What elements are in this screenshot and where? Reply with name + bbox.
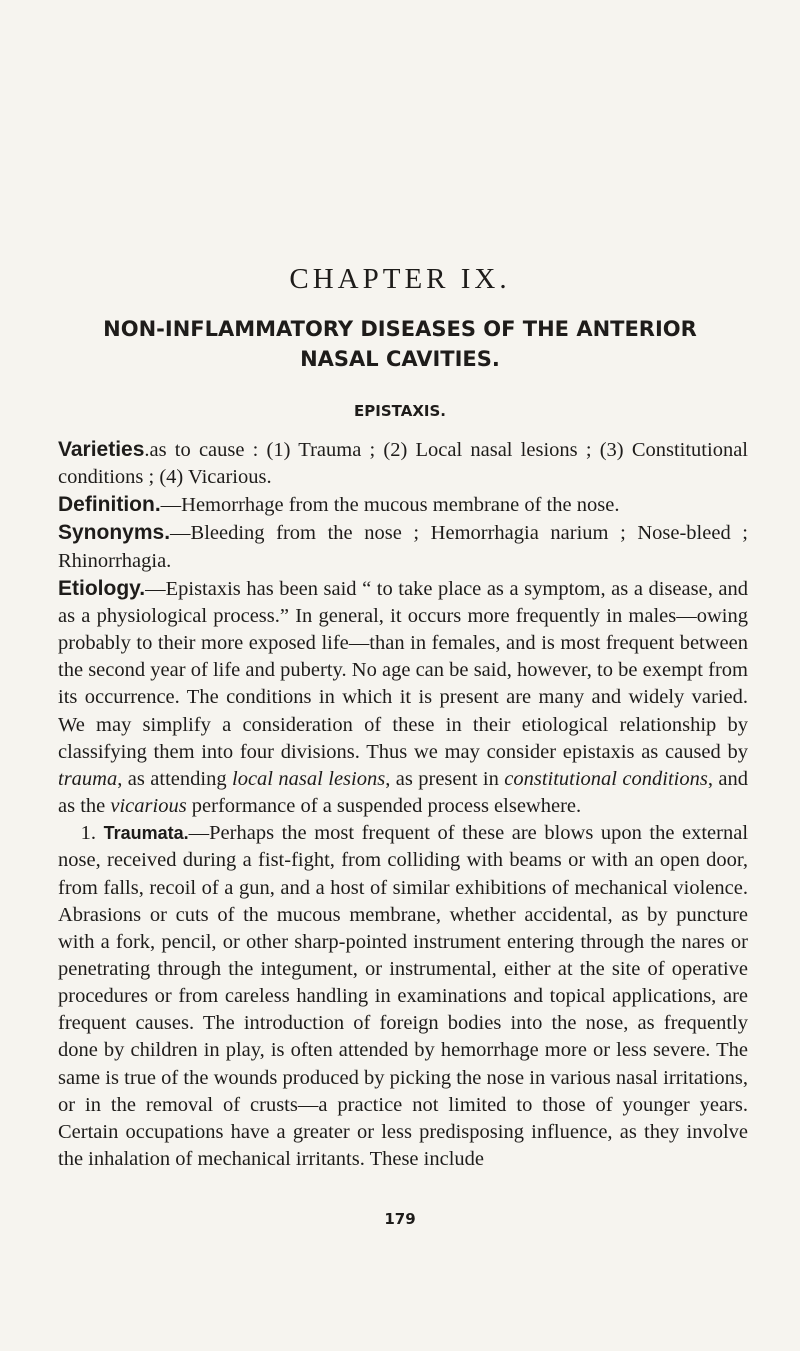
emphasis-trauma: trauma <box>58 767 118 790</box>
section-heading: EPISTAXIS. <box>354 402 446 420</box>
emphasis-constitutional-conditions: constitutional conditions <box>504 767 708 790</box>
paragraph-varieties <box>58 436 748 491</box>
text-varieties: .as to cause : (1) Trauma ; (2) Local nasal lesions ; (3) Constitutional conditions ; (4) Vicarious. <box>58 439 748 489</box>
emphasis-vicarious: vicarious <box>110 795 187 818</box>
heading-traumata: Traumata. <box>103 823 189 844</box>
text-etiology-5: performance of a suspended process elsewhere. <box>186 795 582 818</box>
heading-varieties: Varieties <box>58 438 145 461</box>
text-definition: —Hemorrhage from the mucous membrane of the nose. <box>160 494 620 517</box>
paragraph-synonyms <box>58 519 748 574</box>
chapter-title-line-1: NON-INFLAMMATORY DISEASES OF THE ANTERIOR <box>103 317 697 341</box>
text-synonyms: —Bleeding from the nose ; Hemorrhagia narium ; Nose-bleed ; Rhinorrhagia. <box>58 522 748 572</box>
heading-etiology: Etiology. <box>58 576 146 600</box>
text-traumata: —Perhaps the most frequent of these are blows upon the external nose, received during a fist-fight, from colliding with beams or with an open door, from falls, recoil of a gun, and a host of similar exhibitions of mechanical violence. Abrasions or cuts of the mucous membrane, whether accidental, as by puncture with a fork, pencil, or other sharp-pointed instrument entering through the nares or penetrating through the integument, or instrumental, either at the site of operative procedures or from careless handling in examinations and topical applications, are frequent causes. The introduction of foreign bodies into the nose, as frequently done by children in play, is often attended by hemorrhage more or less severe. The same is true of the wounds produced by picking the nose in various nasal irritations, or in the removal of crusts—a practice not limited to those of younger years. Certain occupations have a greater or less predisposing influence, as they involve the inhalation of mechanical irritants. These include <box>58 822 749 1171</box>
number-traumata: 1. <box>80 822 97 845</box>
text-etiology-1: —Epistaxis has been said “ to take place as a symptom, as a disease, and as a physiological process.” In general, it occurs more frequently in males—owing probably to their more exposed life—than in females, and is most frequent between the second year of life and puberty. No age can be said, however, to be exempt from its occurrence. The conditions in which it is present are many and widely varied. We may simplify a consideration of these in their etiological relationship by classifying them into four divisions. Thus we may consider epistaxis as caused by <box>58 577 748 763</box>
emphasis-local-nasal-lesions: local nasal lesions <box>232 767 386 790</box>
chapter-title <box>0 314 800 374</box>
paragraph-traumata <box>58 820 748 1173</box>
heading-synonyms: Synonyms. <box>58 521 171 545</box>
paragraph-etiology <box>58 575 748 820</box>
paragraph-definition <box>58 491 748 519</box>
heading-definition: Definition. <box>58 493 161 517</box>
body-text <box>58 436 748 1173</box>
text-etiology-3: , as present in <box>385 767 505 790</box>
text-etiology-4: , and as the <box>58 767 748 818</box>
chapter-heading: CHAPTER IX. <box>289 263 511 295</box>
page-number: 179 <box>384 1210 416 1228</box>
chapter-title-line-2: NASAL CAVITIES. <box>300 347 500 371</box>
text-etiology-2: , as attending <box>117 767 232 790</box>
